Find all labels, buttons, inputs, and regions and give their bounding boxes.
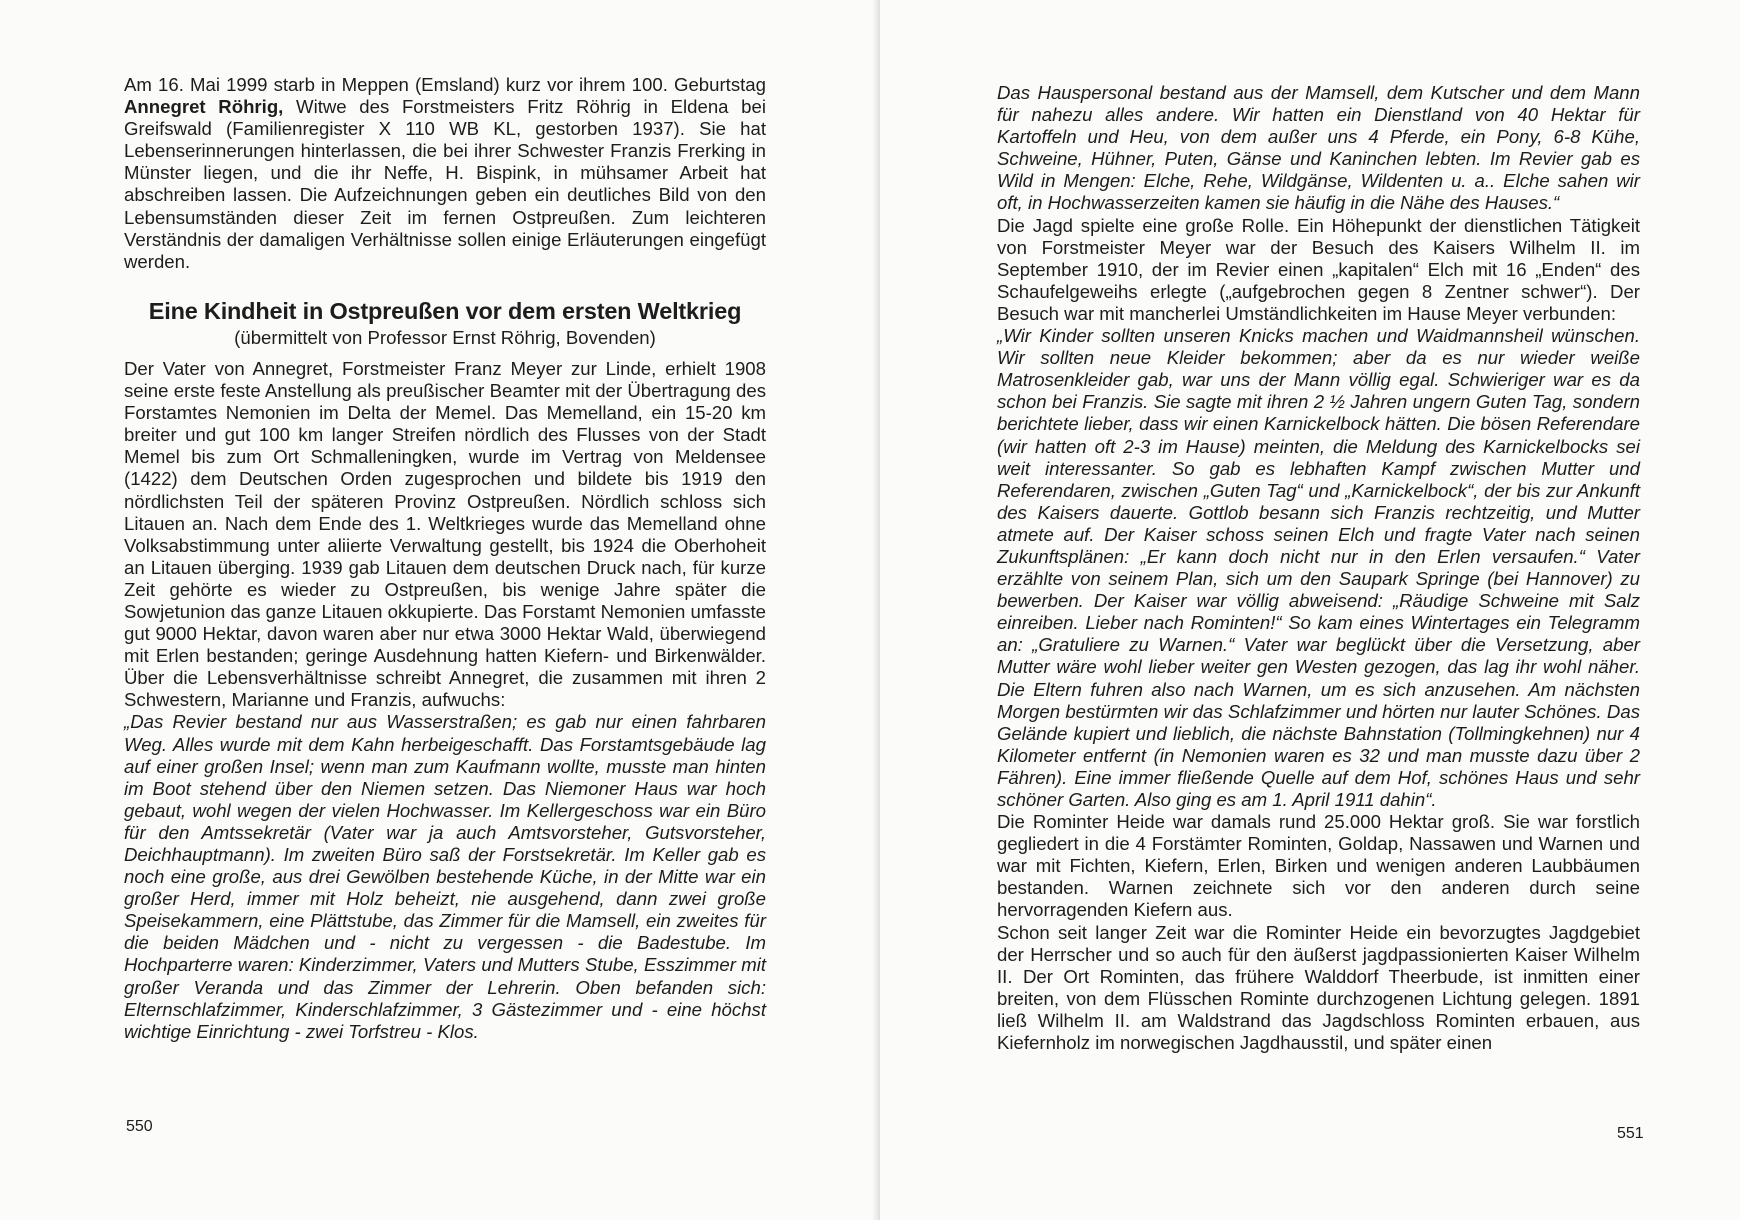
intro-text-end: Witwe des Forstmeisters Fritz Röhrig in Eldena bei Greifswald (Familienregister X 110 WB KL, gestorben 1937). Sie hat Lebenserinnerungen hinterlassen, die bei ihrer Schwester Franzis Frerking in Münster liegen, und die ihr Neffe, H. Bispink, in mühsamer Arbeit hat abschreiben lassen. Die Aufzeichnungen geben ein deutliches Bild von den Lebensumständen dieser Zeit im fernen Ostpreußen. Zum leichteren Verständnis der damaligen Verhältnisse sollen einige Erläuterungen eingefügt werden. [124,96,766,272]
body-paragraph-3: Schon seit langer Zeit war die Rominter Heide ein bevorzugtes Jagdgebiet der Herrscher und so auch für den äußerst jagdpassionierten Kaiser Wilhelm II. Der Ort Rominten, das frühere Walddorf Theerbude, ist inmitten einer breiten, von dem Flüsschen Rominte durchzogenen Lichtung gelegen. 1891 ließ Wilhelm II. am Waldstrand das Jagdschloss Rominten erbauen, aus Kiefernholz im norwegischen Jagdhausstil, und später einen [997,921,1640,1054]
quote-paragraph-2: „Wir Kinder sollten unseren Knicks machen und Waidmannsheil wünschen. Wir sollten neue Kleider bekommen; aber da es nur wieder weiße Matrosenkleider gab, war uns der Mann völlig egal. Schwieriger war es da schon bei Franzis. Sie sagte mit ihren 2 ½ Jahren ungern Guten Tag, sondern berichtete lieber, dass wir einen Karnickelbock hätten. Die bösen Referendare (wir hatten oft 2-3 im Hause) meinten, die Meldung des Karnickelbocks sei weit interessanter. So gab es lebhaften Kampf zwischen Mutter und Referendaren, zwischen „Guten Tag“ und „Karnickelbock“, der bis zur Ankunft des Kaisers dauerte. Gottlob besann sich Franzis rechtzeitig, und Mutter atmete auf. Der Kaiser schoss seinen Elch und fragte Vater nach seinen Zukunftsplänen: „Er kann doch nicht nur in den Erlen versaufen.“ Vater erzählte von seinem Plan, sich um den Saupark Springe (bei Hannover) zu bewerben. Der Kaiser war völlig abweisend: „Räudige Schweine mit Salz einreiben. Lieber nach Rominten!“ So kam eines Wintertages ein Telegramm an: „Gratuliere zu Warnen.“ Vater war beglückt über die Versetzung, aber Mutter wäre wohl lieber weiter gen Westen gezogen, das lag ihr wohl näher. Die Eltern fuhren also nach Warnen, um es sich anzusehen. Am nächsten Morgen bestürmten wir das Schlafzimmer und hörten nur lauter Schönes. Das Gelände kupiert und lieblich, die nächste Bahnstation (Tollmingkehnen) nur 4 Kilometer entfernt (in Nemonien waren es 32 und man musste dazu über 2 Fähren). Eine immer fließende Quelle auf dem Hof, schönes Haus und sehr schöner Garten. Also ging es am 1. April 1911 dahin“. [997,325,1640,810]
right-text-column [997,82,1640,1054]
chapter-subheading: (übermittelt von Professor Ernst Röhrig, Bovenden) [234,326,656,348]
left-text-column [124,74,766,1043]
right-page [880,0,1740,1220]
intro-text-start: Am 16. Mai 1999 starb in Meppen (Emsland) kurz vor ihrem 100. Geburtstag [124,74,766,95]
intro-paragraph [124,74,766,273]
body-paragraph: Der Vater von Annegret, Forstmeister Franz Meyer zur Linde, erhielt 1908 seine erste feste Anstellung als preußischer Beamter mit der Übertragung des Forstamtes Nemonien im Delta der Memel. Das Memelland, ein 15-20 km breiter und gut 100 km langer Streifen nördlich des Flusses von der Stadt Memel bis zum Ort Schmalleningken, wurde im Vertrag von Meldensee (1422) dem Deutschen Orden zugesprochen und bildete bis 1919 den nördlichsten Teil der späteren Provinz Ostpreußen. Nördlich schloss sich Litauen an. Nach dem Ende des 1. Weltkrieges wurde das Memelland ohne Volksabstimmung unter aliierte Verwaltung gestellt, bis 1924 die Oberhoheit an Litauen überging. 1939 gab Litauen dem deutschen Druck nach, für kurze Zeit gehörte es wieder zu Ostpreußen, bis wenige Jahre später die Sowjetunion das ganze Litauen okkupierte. Das Forstamt Nemonien umfasste gut 9000 Hektar, davon waren aber nur etwa 3000 Hektar Wald, überwiegend mit Erlen bestanden; geringe Ausdehnung hatten Kiefern- und Birkenwälder. Über die Lebensverhältnisse schreibt Annegret, die zusammen mit ihren 2 Schwestern, Marianne und Franzis, aufwuchs: [124,357,766,711]
body-paragraph-1: Die Jagd spielte eine große Rolle. Ein Höhepunkt der dienstlichen Tätigkeit von Forstmeister Meyer war der Besuch des Kaisers Wilhelm II. im September 1910, der im Revier einen „kapitalen“ Elch mit 16 „Enden“ des Schaufelgeweihs erlegte („aufgebrochen gegen 8 Zentner schwer“). Der Besuch war mit mancherlei Umständlichkeiten im Hause Meyer verbunden: [997,214,1640,324]
page-number-right: 551 [1617,1125,1644,1142]
quote-paragraph-1: Das Hauspersonal bestand aus der Mamsell, dem Kutscher und dem Mann für nahezu alles andere. Wir hatten ein Dienstland von 40 Hektar für Kartoffeln und Heu, von dem außer uns 4 Pferde, ein Pony, 6-8 Kühe, Schweine, Hühner, Puten, Gänse und Kaninchen lebten. Im Revier gab es Wild in Mengen: Elche, Rehe, Wildgänse, Wildenten u. a.. Elche sahen wir oft, in Hochwasserzeiten kamen sie häufig in die Nähe des Hauses.“ [997,82,1640,214]
chapter-heading: Eine Kindheit in Ostpreußen vor dem ersten Weltkrieg [148,297,742,324]
page-number-left: 550 [126,1118,153,1135]
body-paragraph-2: Die Rominter Heide war damals rund 25.000 Hektar groß. Sie war forstlich gegliedert in die 4 Forstämter Rominten, Goldap, Nassawen und Warnen und war mit Fichten, Kiefern, Erlen, Birken und wenigen anderen Laubbäumen bestanden. Warnen zeichnete sich vor den anderen durch seine hervorragenden Kiefern aus. [997,811,1640,921]
person-name: Annegret Röhrig, [124,96,284,118]
quote-paragraph: „Das Revier bestand nur aus Wasserstraßen; es gab nur einen fahrbaren Weg. Alles wurde mit dem Kahn herbeigeschafft. Das Forstamtsgebäude lag auf einer großen Insel; wenn man zum Kaufmann wollte, musste man hinten im Boot stehend über den Niemen setzen. Das Niemoner Haus war hoch gebaut, wohl wegen der vielen Hochwasser. Im Kellergeschoss war ein Büro für den Amtssekretär (Vater war ja auch Amtsvorsteher, Gutsvorsteher, Deichhauptmann). Im zweiten Büro saß der Forstsekretär. Im Keller gab es noch eine große, aus drei Gewölben bestehende Küche, in der Mitte war ein großer Herd, immer mit Holz beheizt, nie ausgehend, dann zwei große Speisekammern, eine Plättstube, das Zimmer für die Mamsell, ein zweites für die beiden Mädchen und - nicht zu vergessen - die Badestube. Im Hochparterre waren: Kinderzimmer, Vaters und Mutters Stube, Esszimmer mit großer Veranda und das Zimmer der Lehrerin. Oben befanden sich: Elternschlafzimmer, Kinderschlafzimmer, 3 Gästezimmer und - eine höchst wichtige Einrichtung - zwei Torfstreu - Klos. [124,711,766,1042]
